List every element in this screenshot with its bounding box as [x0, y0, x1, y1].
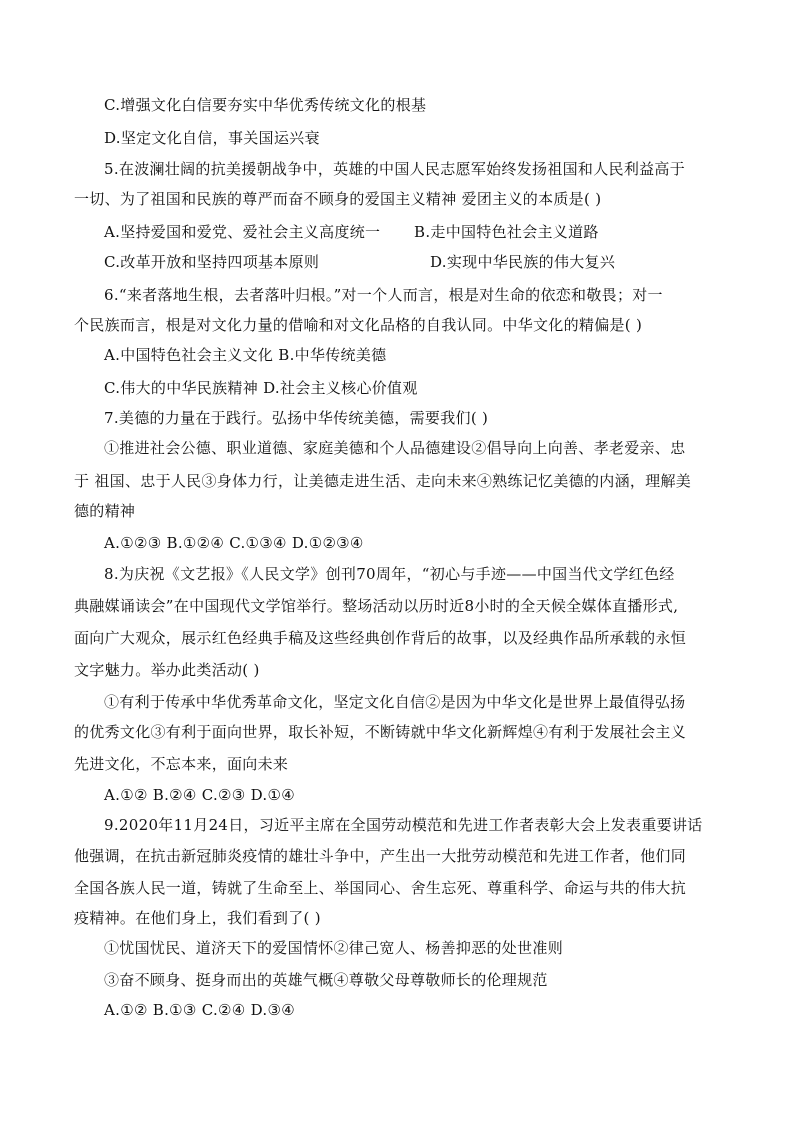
q9-stem-line-4: 疫精神。在他们身上，我们看到了( ) [74, 909, 321, 927]
q5-option-d: D.实现中华民族的伟大复兴 [430, 253, 616, 271]
q7-statements-line-3: 德的精神 [74, 502, 136, 520]
q7-statements-line-1: ①推进社会公德、职业道德、家庭美德和个人品德建设②倡导向上向善、孝老爱亲、忠 [104, 439, 686, 457]
q6-options-cd: C.伟大的中华民族精神 D.社会主义核心价值观 [104, 379, 418, 397]
q8-stem-line-2: 典融媒诵读会”在中国现代文学馆举行。整场活动以历时近8小时的全天候全媒体直播形式, [74, 597, 679, 615]
q9-stem-line-3: 全国各族人民一道，铸就了生命至上、举国同心、舍生忘死、尊重科学、命运与共的伟大抗 [74, 879, 687, 897]
q9-stem-line-2: 他强调，在抗击新冠肺炎疫情的雄壮斗争中，产生出一大批劳动模范和先进工作者，他们同 [74, 847, 687, 865]
q6-stem-line-2: 个民族而言，根是对文化力量的借喻和对文化品格的自我认同。中华文化的精偏是( ) [74, 316, 643, 334]
q6-stem-line-1: 6.“来者落地生根，去者落叶归根。”对一个人而言，根是对生命的依恋和敬畏；对一 [104, 286, 663, 304]
q5-stem-line-2: 一切、为了祖国和民族的尊严而奋不顾身的爱国主义精神 爱团主义的本质是( ) [74, 190, 602, 208]
q8-statements-line-3: 先进文化，不忘本来，面向未来 [74, 755, 289, 773]
q5-option-a: A.坚持爱国和爱党、爱社会主义高度统一 [104, 223, 381, 241]
q7-options: A.①②③ B.①②④ C.①③④ D.①②③④ [104, 534, 364, 552]
q5-stem-line-1: 5.在波澜壮阔的抗美援朝战争中，英雄的中国人民志愿军始终发扬祖国和人民利益高于 [104, 160, 686, 178]
q6-options-ab: A.中国特色社会主义文化 B.中华传统美德 [104, 346, 387, 364]
q9-stem-line-1: 9.2020年11月24日，习近平主席在全国劳动模范和先进工作者表彰大会上发表重要讲话 [104, 816, 703, 834]
q8-options: A.①② B.②④ C.②③ D.①④ [104, 786, 295, 804]
q5-option-b: B.走中国特色社会主义道路 [414, 223, 599, 241]
q5-option-c: C.改革开放和坚持四项基本原则 [104, 253, 320, 271]
q7-stem: 7.美德的力量在于践行。弘扬中华传统美德，需要我们( ) [104, 409, 489, 427]
q9-statements-line-2: ③奋不顾身、挺身而出的英雄气概④尊敬父母尊敬师长的伦理规范 [104, 971, 548, 989]
q8-statements-line-1: ①有利于传承中华优秀革命文化，坚定文化自信②是因为中华文化是世界上最值得弘扬 [104, 693, 686, 711]
q9-options: A.①② B.①③ C.②④ D.③④ [104, 1001, 295, 1019]
q8-statements-line-2: 的优秀文化③有利于面向世界，取长补短，不断铸就中华文化新辉煌④有利于发展社会主义 [74, 723, 687, 741]
q7-statements-line-2: 于 祖国、忠于人民③身体力行，让美德走进生活、走向未来④熟练记忆美德的内涵，理解美 [74, 472, 692, 490]
q8-stem-line-3: 面向广大观众，展示红色经典手稿及这些经典创作背后的故事，以及经典作品所承载的永恒 [74, 629, 687, 647]
q8-stem-line-4: 文字魅力。举办此类活动( ) [74, 661, 260, 679]
q8-stem-line-1: 8.为庆祝《文艺报》《人民文学》创刊70周年，“初心与手迹——中国当代文学红色经 [104, 565, 675, 583]
q4-option-d: D.坚定文化自信，事关国运兴衰 [104, 129, 320, 147]
q9-statements-line-1: ①忧国忧民、道济天下的爱国情怀②律己宽人、杨善抑恶的处世准则 [104, 939, 564, 957]
q4-option-c: C.增强文化白信要夯实中华优秀传统文化的根基 [104, 96, 427, 114]
